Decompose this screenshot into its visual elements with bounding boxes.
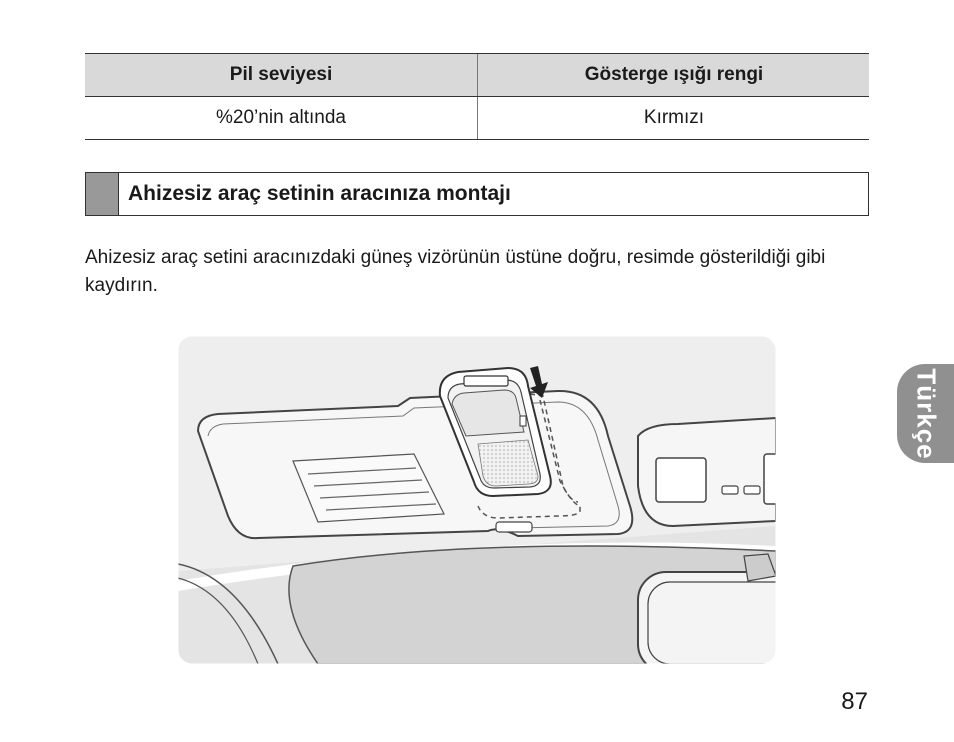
page-number: 87 (841, 688, 868, 715)
sun-visor-illustration (178, 336, 776, 664)
language-tab (897, 364, 954, 463)
header-indicator-color: Gösterge ışığı rengi (584, 64, 764, 85)
battery-table (85, 53, 869, 140)
heading-marker (86, 173, 119, 215)
cell-indicator-color: Kırmızı (643, 107, 705, 128)
language-tab-label: Türkçe (911, 367, 941, 460)
table-header-row (85, 53, 869, 97)
header-battery-level: Pil seviyesi (85, 54, 478, 96)
section-title: Ahizesiz araç setinin aracınıza montajı (128, 182, 511, 205)
table-row (85, 97, 869, 140)
section-heading (85, 172, 869, 216)
instruction-paragraph: Ahizesiz araç setini aracınızdaki güneş vizörünün üstüne doğru, resimde gösterildiği gibi kaydırın. (85, 247, 826, 296)
cell-battery-level: %20’nin altında (85, 97, 478, 139)
